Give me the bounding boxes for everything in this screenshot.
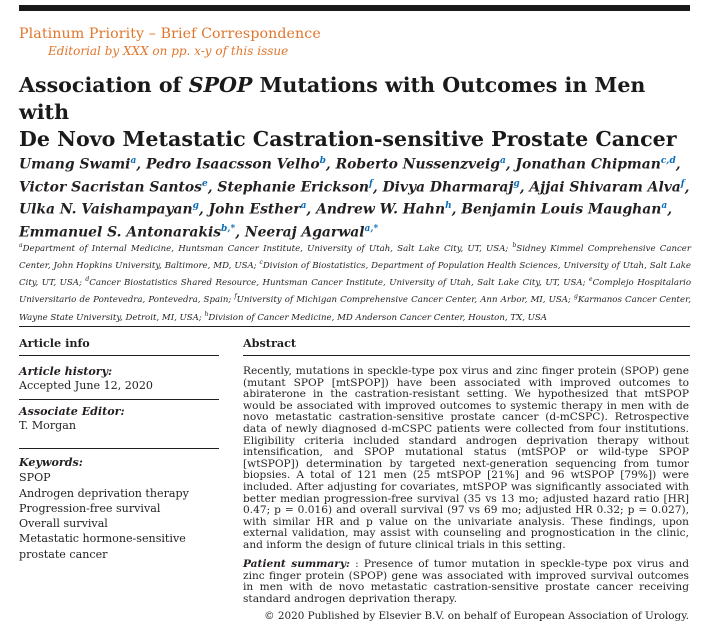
divider	[19, 355, 219, 356]
author-name: Andrew W. Hahn	[316, 201, 446, 218]
author-affiliation-mark[interactable]: b,*	[221, 223, 236, 234]
affiliation-mark: h	[204, 310, 209, 318]
author-name: Jonathan Chipman	[515, 156, 661, 173]
affiliation-mark: c	[259, 259, 263, 267]
article-history	[19, 365, 153, 392]
editor-label: Associate Editor:	[19, 405, 125, 418]
divider	[19, 448, 219, 449]
author-name: Benjamin Louis Maughan	[461, 201, 662, 218]
author-name: Ajjai Shivaram Alva	[529, 179, 681, 196]
author-affiliation-mark[interactable]: e	[202, 178, 208, 189]
keyword-item: Metastatic hormone-sensitive	[19, 532, 186, 546]
author-affiliation-mark[interactable]: c,d	[660, 156, 676, 166]
history-label: Article history:	[19, 365, 113, 378]
title-pre: Association of	[19, 73, 189, 97]
author-list: Umang Swami$^a$, Pedro Isaacsson Velho$^b$, Roberto Nussenzveig$^a$, Jonathan Chipman$^{c,d}$, Victor Sacristan Santos$^e$, Stephanie Erickson$^f$, Divya Dharmaraj$^g$, Ajjai Shivaram Alva$^f$, Ulka N. Vaishampayan$^g$, John Esther$^a$, Andrew W. Hahn$^h$, Benjamin Louis Maughan$^a$, Emmanuel S. Antonarakis$^{b,*}$, Neeraj Agarwal$^{a,*}$	[19, 156, 690, 241]
author-affiliation-mark[interactable]: a	[499, 156, 506, 166]
affiliation-mark: a	[19, 242, 23, 249]
abstract-body	[243, 366, 689, 552]
affiliation-text: Sidney Kimmel Comprehensive Cancer Center, John Hopkins University, Baltimore, MD, USA;	[19, 243, 691, 272]
affiliation-text: University of Michigan Comprehensive Cancer Center, Ann Arbor, MI, USA;	[236, 295, 574, 306]
author-name: Roberto Nussenzveig	[335, 156, 500, 173]
affiliation-mark: g	[574, 293, 578, 301]
affiliation-mark: b	[512, 242, 517, 249]
author-affiliation-mark[interactable]: h	[445, 201, 452, 212]
affiliation-mark: d	[85, 276, 90, 284]
divider	[19, 326, 690, 327]
abstract-text: Recently, mutations in speckle-type pox virus and zinc finger protein (SPOP) gene (mutant SPOP [mtSPOP]) have been associated with improved outcomes to abiraterone in the castration-resistant setting. We hypothesized that mtSPOP would be associated with improved outcomes to systemic therapy in men with de novo metastatic castration-sensitive prostate cancer (d-mCSPC). Retrospective data of newly diagnosed d-mCSPC patients were collected from four institutions. Eligibility criteria included standard androgen deprivation therapy without intensification, and SPOP mutational status (mtSPOP or wild-type SPOP [wtSPOP]) determination by targeted next-generation sequencing from tumor biopsies. A total of 121 men (25 mtSPOP [21%] and 96 wtSPOP [79%]) were included. After adjusting for covariates, mtSPOP was significantly associated with better median progression-free survival (35 vs 13 mo; adjusted hazard ratio [HR] 0.47; p = 0.016) and overall survival (97 vs 69 mo; adjusted HR 0.32; p = 0.027), with similar HR and p value on the univariate analysis. These findings, upon external validation, may assist with counseling and prognostication in the clinic, and inform the design of future clinical trials in this setting.	[243, 365, 689, 551]
keywords	[19, 455, 189, 562]
keyword-item: SPOP	[19, 471, 51, 485]
title-post: Mutations with Outcomes in Men with	[19, 73, 646, 124]
history-value: Accepted June 12, 2020	[19, 379, 153, 392]
author-affiliation-mark[interactable]: a	[661, 201, 668, 212]
author-name: Emmanuel S. Antonarakis	[19, 224, 222, 241]
editorial-note: Editorial by XXX on pp. x-y of this issue	[48, 44, 289, 58]
top-rule	[19, 5, 690, 11]
affiliation-mark: f	[234, 293, 237, 301]
patient-summary	[243, 559, 689, 605]
abstract-heading: Abstract	[243, 336, 297, 350]
affiliation-mark: e	[589, 276, 593, 284]
section-heading: Platinum Priority – Brief Correspondence	[19, 26, 321, 42]
author-name: John Esther	[208, 201, 301, 218]
keyword-item: Progression-free survival	[19, 501, 161, 515]
affiliation-text: Division of Cancer Medicine, MD Anderson Cancer Center, Houston, TX, USA	[208, 312, 547, 323]
affiliations	[19, 239, 691, 325]
keyword-item: prostate cancer	[19, 547, 108, 561]
author-name: Victor Sacristan Santos	[19, 179, 202, 196]
author-name: Ulka N. Vaishampayan	[19, 201, 193, 218]
keyword-item: Androgen deprivation therapy	[19, 486, 189, 500]
title-gene: SPOP	[188, 73, 253, 97]
author-affiliation-mark[interactable]: b	[319, 156, 326, 166]
author-name: Neeraj Agarwal	[244, 224, 365, 241]
affiliation-text: Complejo Hospitalario Universitario de Pontevedra, Pontevedra, Spain;	[19, 278, 691, 306]
author-name: Umang Swami	[19, 156, 131, 173]
associate-editor	[19, 405, 125, 432]
summary-label: Patient summary:	[243, 558, 350, 570]
title-line2: De Novo Metastatic Castration-sensitive Prostate Cancer	[19, 127, 677, 151]
author-name: Stephanie Erickson	[217, 179, 370, 196]
divider	[243, 355, 690, 356]
editor-value: T. Morgan	[19, 419, 77, 432]
author-affiliation-mark[interactable]: f	[369, 178, 373, 189]
author-affiliation-mark[interactable]: a,*	[364, 223, 379, 234]
affiliation-text: Cancer Biostatistics Shared Resource, Huntsman Cancer Institute, University of Utah, Salt Lake City, UT, USA;	[89, 278, 590, 289]
affiliation-text: Division of Biostatistics, Department of Population Health Sciences, University of Utah, Salt Lake City, UT, USA;	[19, 261, 691, 289]
keyword-item: Overall survival	[19, 517, 108, 531]
divider	[19, 399, 219, 400]
author-name: Divya Dharmaraj	[382, 179, 514, 196]
article-info-heading: Article info	[19, 336, 90, 350]
keyword-list	[19, 470, 189, 562]
article-title	[19, 72, 699, 153]
author-name: Pedro Isaacsson Velho	[145, 156, 320, 173]
copyright: © 2020 Published by Elsevier B.V. on behalf of European Association of Urology.	[264, 610, 689, 622]
affiliation-text: Department of Internal Medicine, Huntsman Cancer Institute, University of Utah, Salt Lake City, UT, USA;	[22, 243, 513, 254]
author-affiliation-mark[interactable]: f	[680, 178, 685, 189]
author-affiliation-mark[interactable]: g	[192, 201, 199, 212]
author-affiliation-mark[interactable]: a	[130, 156, 137, 166]
summary-text: : Presence of tumor mutation in speckle-type pox virus and zinc finger protein (SPOP) gene was associated with improved survival outcomes in men with de novo metastatic castration-sensitive prostate cancer receiving standard androgen deprivation therapy.	[243, 558, 689, 605]
author-affiliation-mark[interactable]: a	[300, 201, 307, 212]
author-affiliation-mark[interactable]: g	[513, 178, 520, 189]
affiliation-text: Karmanos Cancer Center, Wayne State University, Detroit, MI, USA;	[19, 295, 691, 323]
keywords-label: Keywords:	[19, 456, 83, 469]
